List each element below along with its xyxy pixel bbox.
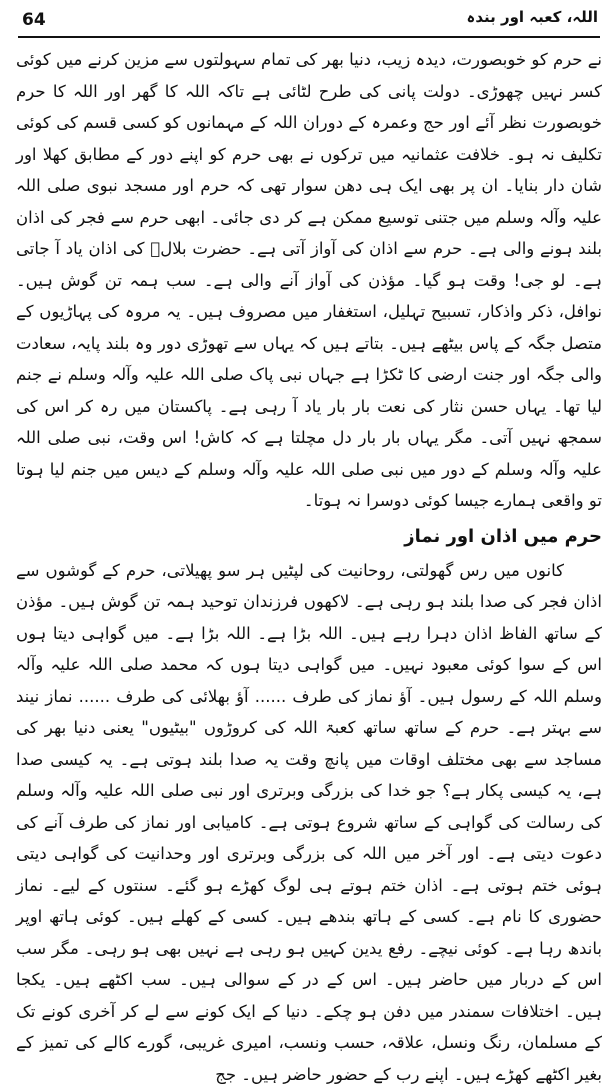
running-title: اللہ، کعبہ اور بندہ	[467, 8, 598, 26]
section-heading: حرم میں اذان اور نماز	[16, 521, 602, 553]
page-header	[18, 6, 600, 38]
page-number: 64	[22, 10, 46, 30]
paragraph: نے حرم کو خوبصورت، دیدہ زیب، دنیا بھر کی تمام سہولتوں سے مزین کرنے میں کوئی کسر نہیں چھوڑی۔ دولت پانی کی طرح لٹائی ہے تاکہ اللہ کا گھر اور اللہ کا حرم خوبصورت نظر آئے اور حج وعمرہ کے دوران اللہ کے مہمانوں کو کسی قسم کی کوئی تکلیف نہ ہو۔ خلافت عثمانیہ میں ترکوں نے بھی حرم کو اپنے دور کے مطابق کھلا اور شان دار بنایا۔ ان پر بھی ایک ہی دھن سوار تھی کہ حرم اور مسجد نبوی صلی اللہ علیہ وآلہ وسلم میں جتنی توسیع ممکن ہے کر دی جائی۔ ابھی حرم سے فجر کی اذان بلند ہونے والی ہے۔ حرم سے اذان کی آواز آتی ہے۔ حضرت بلالؓ کی اذان یاد آ جاتی ہے۔ لو جی! وقت ہو گیا۔ مؤذن کی آواز آنے والی ہے۔ سب ہمہ تن گوش ہیں۔ نوافل، ذکر واذکار، تسبیح تہلیل، استغفار میں مصروف ہیں۔ یہ مروہ کی پہاڑیوں کے متصل جگہ کے پاس بیٹھے ہیں۔ بتاتے ہیں کہ یہاں سے تھوڑی دور وہ بلند پایہ، سعادت والی جگہ اور جنت ارضی کا ٹکڑا ہے جہاں نبی پاک صلی اللہ علیہ وآلہ وسلم نے جنم لیا تھا۔ یہاں حسن نثار کی نعت بار بار یاد آ رہی ہے۔ پاکستان میں رہ کر اس کی سمجھ نہیں آتی۔ مگر یہاں بار بار دل مچلتا ہے کہ کاش! اس وقت، نبی صلی اللہ علیہ وآلہ وسلم کے دور میں نبی صلی اللہ علیہ وآلہ وسلم کے دیس میں جنم لیا ہوتا تو واقعی ہمارے جیسا کوئی دوسرا نہ ہوتا۔	[16, 44, 602, 517]
page-body	[16, 44, 602, 1003]
paragraph: کانوں میں رس گھولتی، روحانیت کی لپٹیں ہر سو پھیلاتی، حرم کے گوشوں سے اذان فجر کی صدا بلند ہو رہی ہے۔ لاکھوں فرزندان توحید ہمہ تن گوش ہیں۔ مؤذن کے ساتھ الفاظ اذان دہرا رہے ہیں۔ اللہ بڑا ہے۔ اللہ بڑا ہے۔ میں گواہی دیتا ہوں اس کے سوا کوئی معبود نہیں۔ میں گواہی دیتا ہوں کہ محمد صلی اللہ علیہ وآلہ وسلم اللہ کے رسول ہیں۔ آؤ نماز کی طرف ...... آؤ بھلائی کی طرف ...... نماز نیند سے بہتر ہے۔ حرم کے ساتھ ساتھ کعبۃ اللہ کی کروڑوں "بیٹیوں" یعنی دنیا بھر کی مساجد سے بھی مختلف اوقات میں پانچ وقت یہ صدا بلند ہوتی ہے۔ یہ کیسی صدا ہے، یہ کیسی پکار ہے؟ جو خدا کی بزرگی وبرتری اور نبی صلی اللہ علیہ وآلہ وسلم کی رسالت کی گواہی کے ساتھ شروع ہوتی ہے۔ کامیابی اور نماز کی طرف آنے کی دعوت دیتی ہے۔ اور آخر میں اللہ کی بزرگی وبرتری اور وحدانیت کی گواہی دیتی ہوئی ختم ہوتی ہے۔ اذان ختم ہوتے ہی لوگ کھڑے ہو گئے۔ سنتوں کے لیے۔ نماز حضوری کا نام ہے۔ کسی کے ہاتھ بندھے ہیں۔ کسی کے کھلے ہیں۔ کوئی ہاتھ اوپر باندھ رہا ہے۔ کوئی نیچے۔ رفع یدین کہیں ہو رہی ہے نہیں بھی ہو رہی۔ مگر سب اس کے دربار میں حاضر ہیں۔ اس کے در کے سوالی ہیں۔ سب اکٹھے ہیں۔ یکجا ہیں۔ اختلافات سمندر میں دفن ہو چکے۔ دنیا کے ایک کونے سے لے کر آخری کونے تک کے مسلمان، رنگ ونسل، علاقہ، حسب ونسب، امیری غریبی، گورے کالے کی تمیز کے بغیر اکٹھے کھڑے ہیں۔ اپنے رب کے حضور حاضر ہیں۔ جج	[16, 555, 602, 1090]
